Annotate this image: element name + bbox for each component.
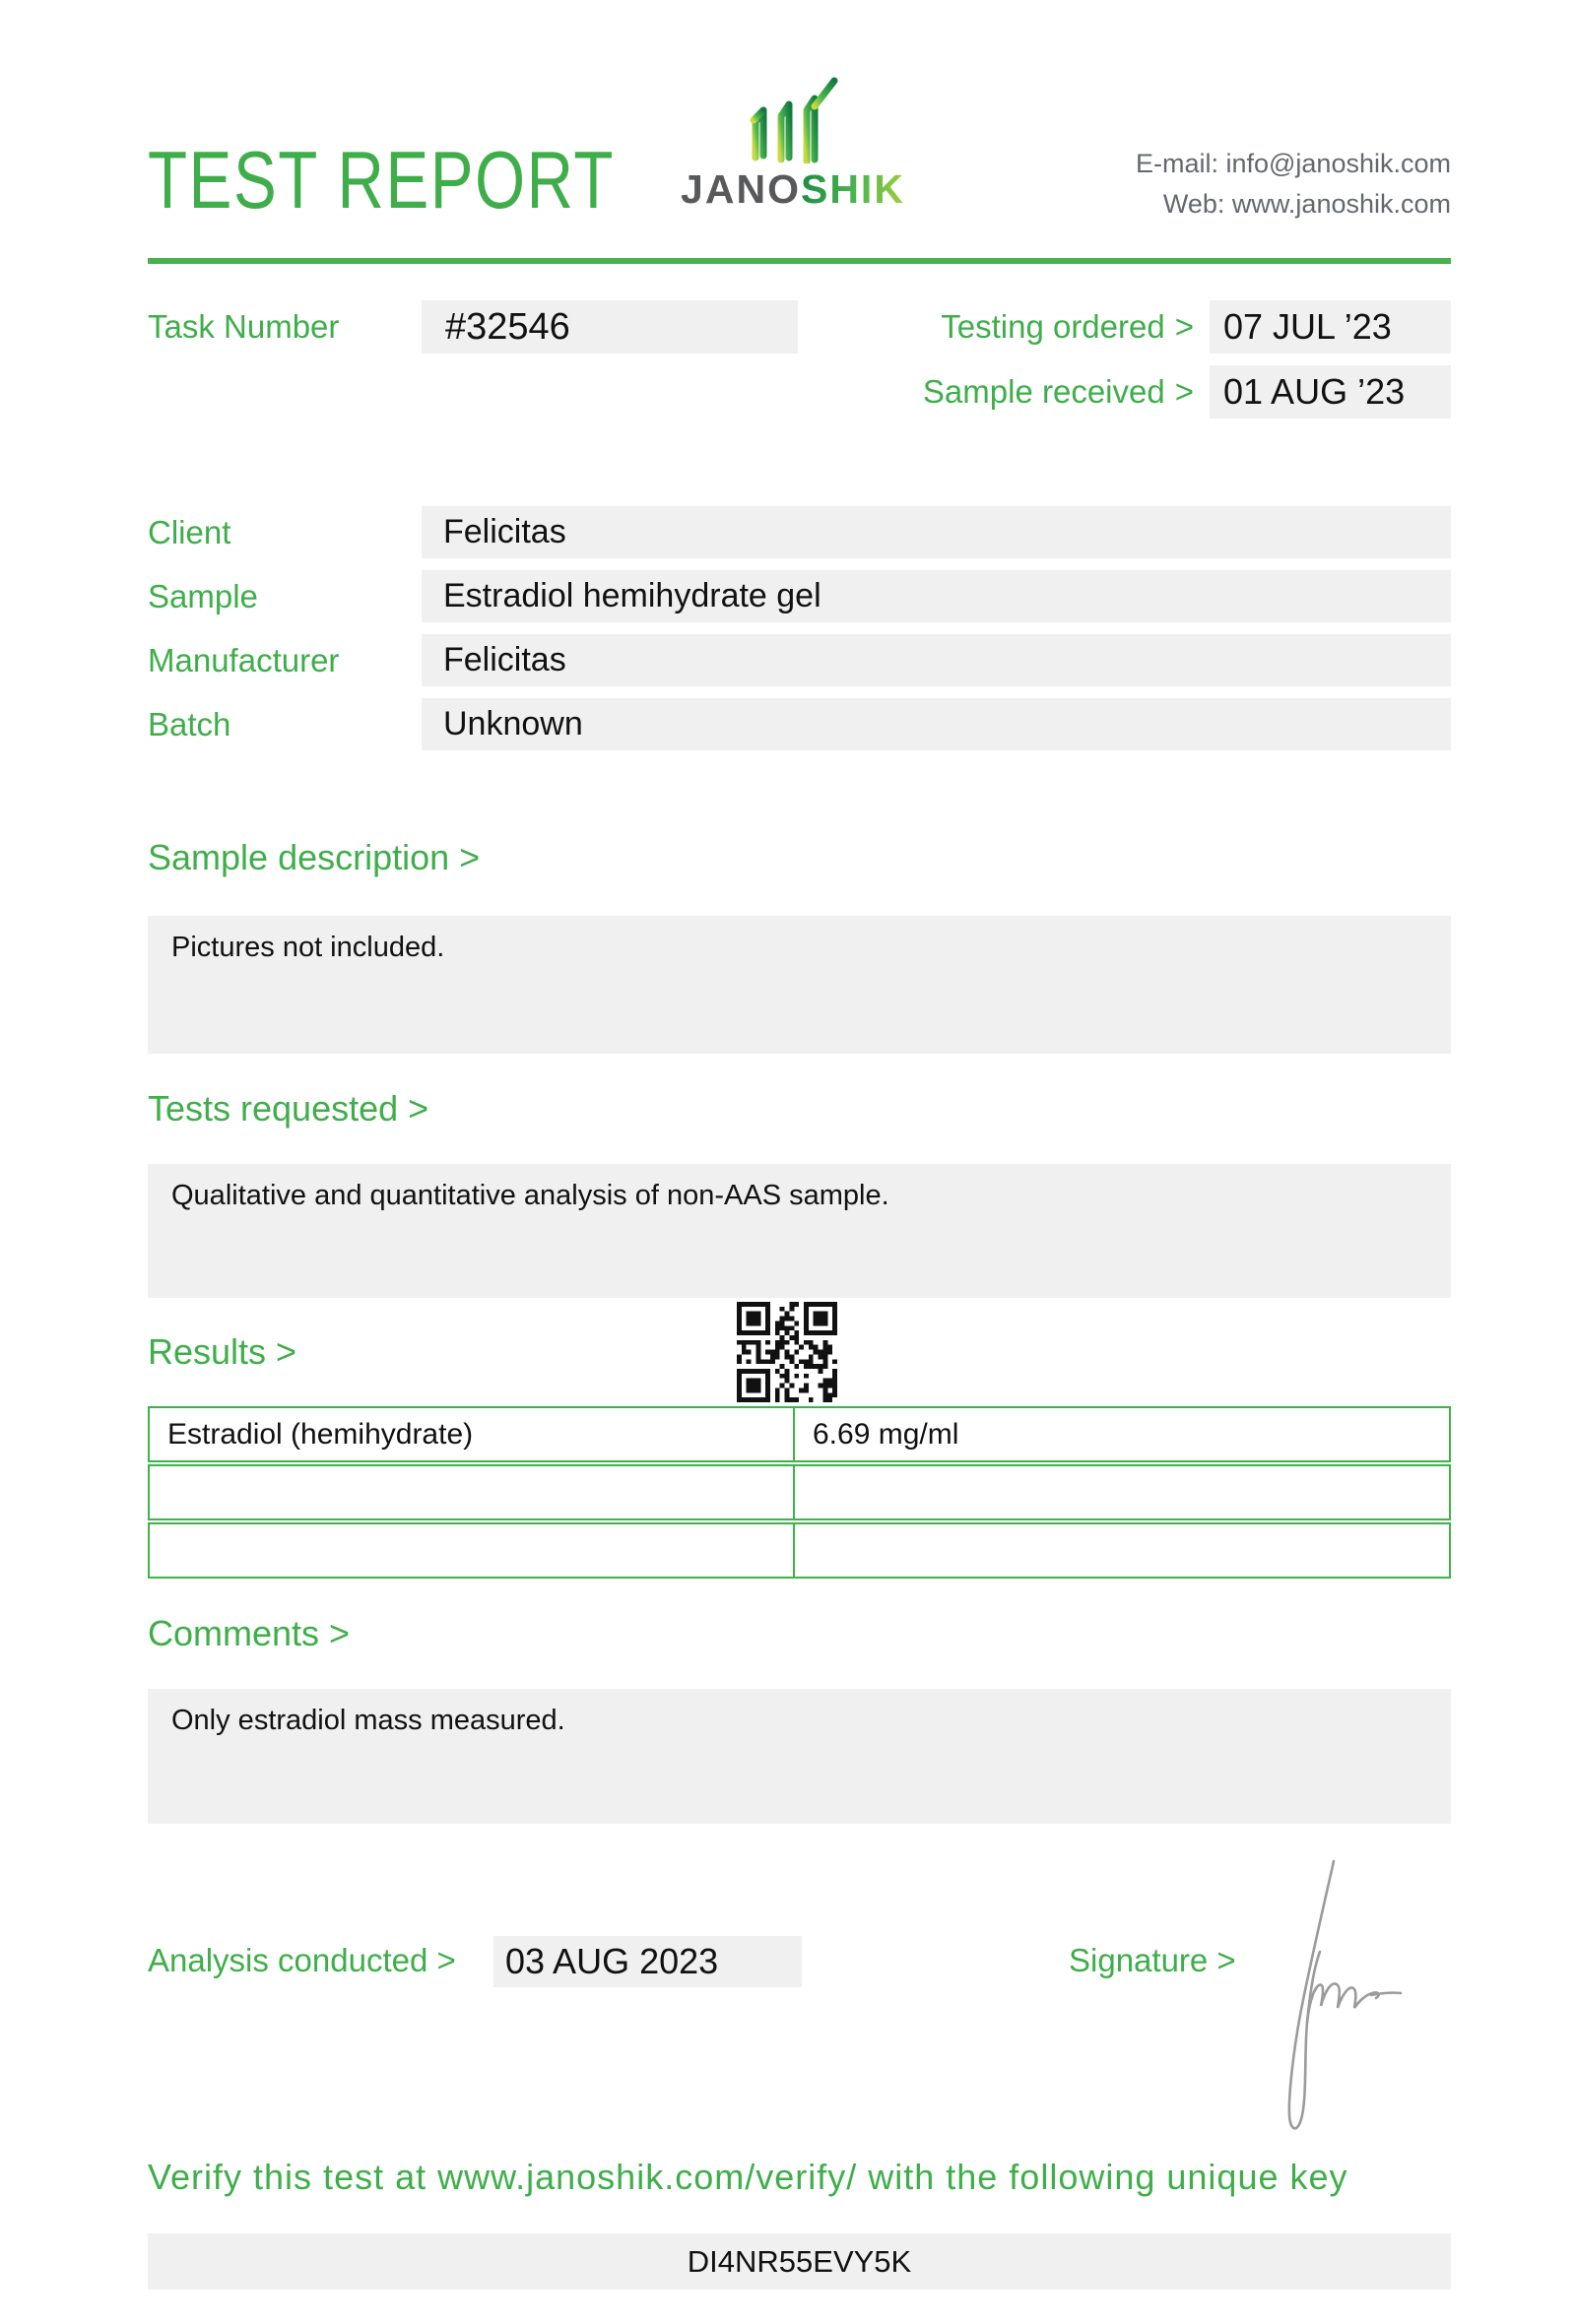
logo-wordmark — [670, 166, 916, 212]
result-analyte — [150, 1524, 795, 1577]
signature-image — [1277, 1857, 1414, 2143]
task-number-row — [148, 300, 1451, 354]
manufacturer-value: Felicitas — [422, 634, 1451, 686]
info-row-manufacturer — [148, 634, 1451, 686]
comments-heading: Comments > — [148, 1613, 351, 1653]
sample-received-label: Sample received — [922, 373, 1165, 410]
batch-label: Batch — [148, 705, 231, 742]
task-number-value: #32546 — [422, 300, 798, 354]
results-heading: Results > — [148, 1331, 297, 1372]
result-analyte — [150, 1466, 795, 1518]
info-row-client — [148, 506, 1451, 558]
info-row-sample — [148, 570, 1451, 622]
unique-key-value: DI4NR55EVY5K — [148, 2233, 1451, 2290]
tests-requested-heading: Tests requested > — [148, 1088, 429, 1129]
chevron-right-icon: > — [1174, 308, 1194, 345]
result-analyte: Estradiol (hemihydrate) — [150, 1408, 795, 1460]
sample-received-row — [148, 365, 1451, 419]
results-table — [148, 1406, 1451, 1581]
sample-value: Estradiol hemihydrate gel — [422, 570, 1451, 622]
result-value: 6.69 mg/ml — [813, 1417, 959, 1451]
signature-label: Signature > — [1069, 1942, 1236, 1978]
verify-instruction: Verify this test at www.janoshik.com/verify/ with the following unique key — [148, 2157, 1348, 2197]
tests-requested-box: Qualitative and quantitative analysis of non-AAS sample. — [148, 1164, 1451, 1298]
analysis-date-value: 03 AUG 2023 — [493, 1936, 802, 1987]
sample-info-list — [148, 506, 1451, 762]
janoshik-logo — [670, 77, 916, 210]
sample-description-box: Pictures not included. — [148, 916, 1451, 1054]
testing-ordered-label: Testing ordered — [941, 308, 1165, 345]
task-number-label: Task Number — [148, 308, 340, 345]
manufacturer-label: Manufacturer — [148, 641, 340, 678]
logo-text-jano: JANO — [681, 166, 801, 212]
sample-description-heading: Sample description > — [148, 837, 481, 877]
analysis-conducted-label: Analysis conducted > — [148, 1942, 456, 1978]
comments-box: Only estradiol mass measured. — [148, 1689, 1451, 1824]
trend-chart-icon — [744, 77, 842, 163]
contact-email: E-mail: info@janoshik.com — [1135, 149, 1451, 178]
sample-label: Sample — [148, 577, 258, 614]
result-value — [795, 1524, 1449, 1577]
result-value — [795, 1466, 1449, 1518]
qr-code — [737, 1302, 837, 1402]
table-row — [148, 1464, 1451, 1520]
sample-received-value: 01 AUG ’23 — [1210, 365, 1451, 419]
client-value: Felicitas — [422, 506, 1451, 558]
table-row — [148, 1522, 1451, 1579]
table-row — [148, 1406, 1451, 1462]
header-divider — [148, 258, 1451, 264]
batch-value: Unknown — [422, 698, 1451, 750]
contact-info — [1136, 144, 1451, 225]
testing-ordered-value: 07 JUL ’23 — [1210, 300, 1451, 354]
chevron-right-icon: > — [1174, 373, 1194, 410]
contact-web: Web: www.janoshik.com — [1162, 189, 1451, 219]
page-title: TEST REPORT — [148, 134, 616, 226]
logo-text-shik: SHIK — [800, 166, 905, 212]
client-label: Client — [148, 513, 231, 550]
info-row-batch — [148, 698, 1451, 750]
